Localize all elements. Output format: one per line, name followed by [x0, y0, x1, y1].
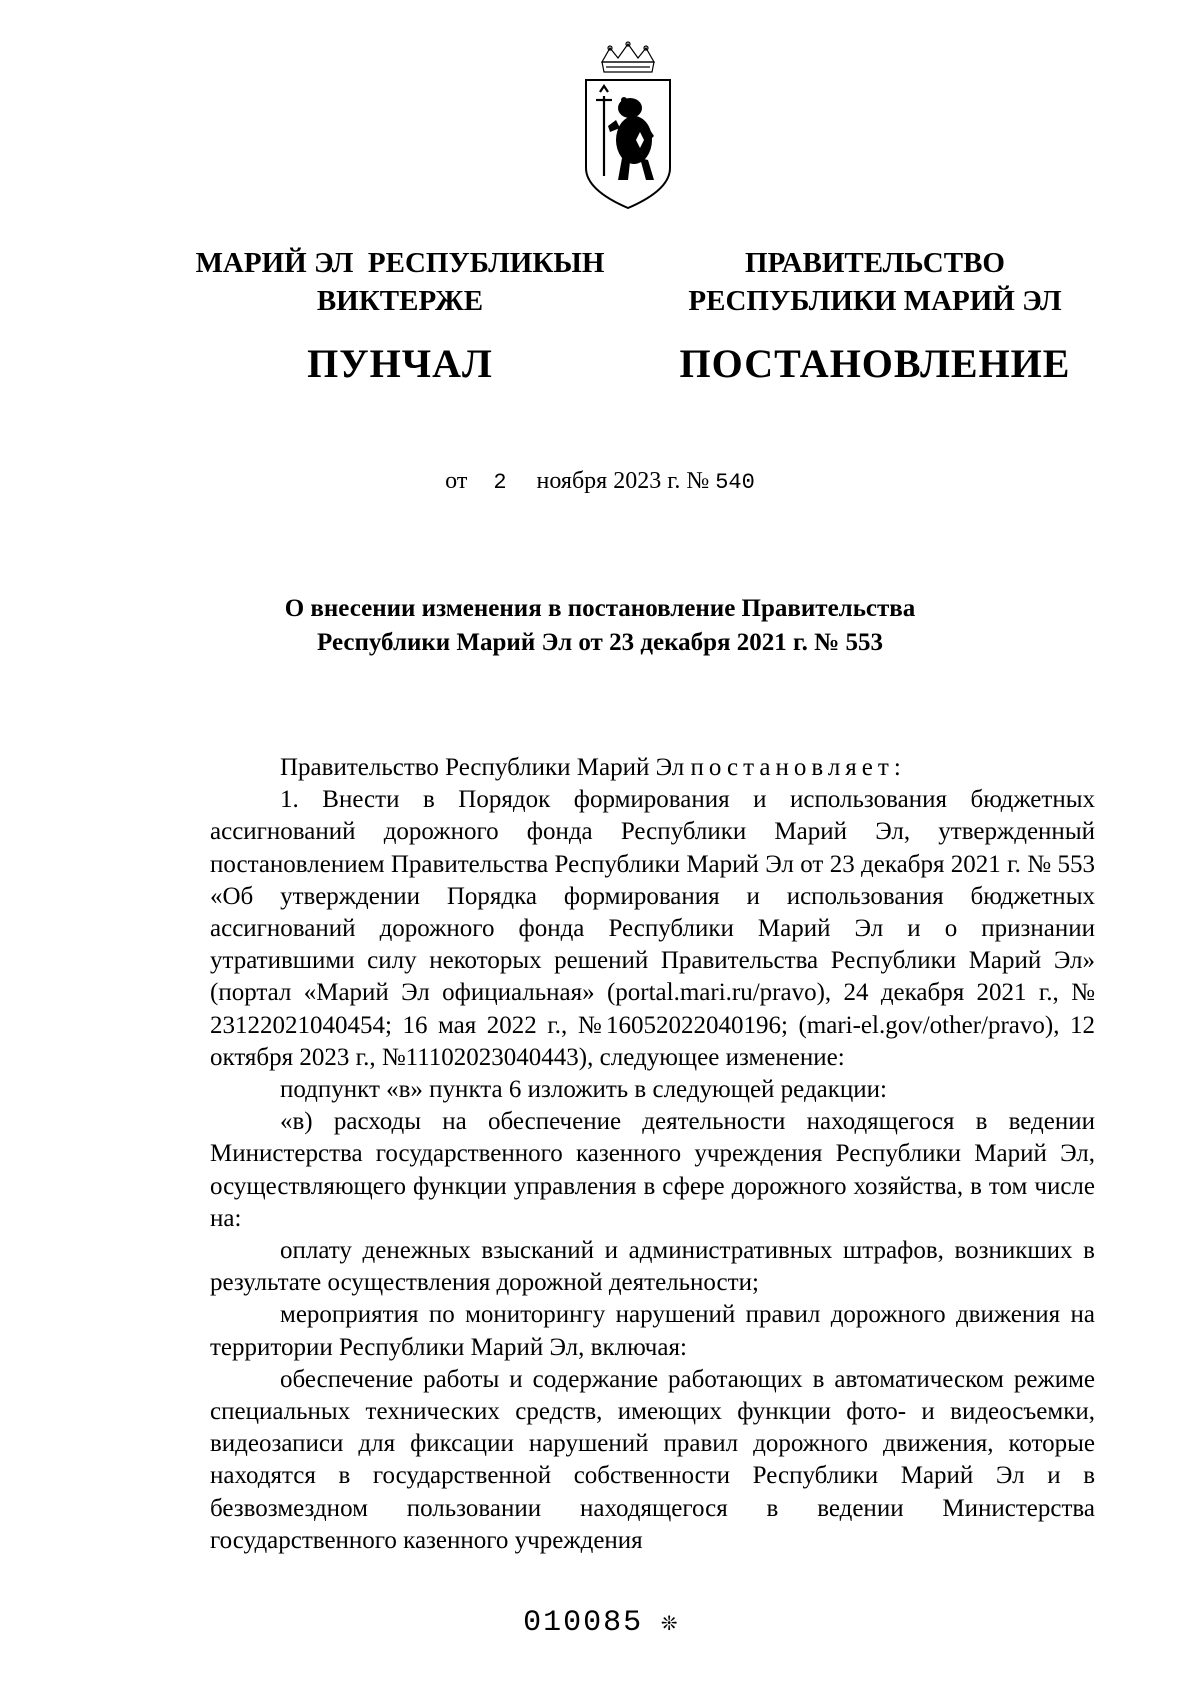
header-left-doc-type: ПУНЧАЛ — [307, 341, 493, 386]
header-left-block — [160, 244, 640, 388]
date-day: 2 — [493, 470, 507, 495]
coat-of-arms-emblem — [580, 40, 676, 212]
intro-spaced-word: постановляет: — [690, 754, 906, 781]
header-right-line1: ПРАВИТЕЛЬСТВО — [745, 247, 1005, 279]
body-paragraph: 1. Внести в Порядок формирования и использования бюджетных ассигнований дорожного фонда Республики Марий Эл, утвержденный постановлением Правительства Республики Марий Эл от 23 декабря 2021 г. № 553 «Об утверждении Порядка формирования и использования бюджетных ассигнований дорожного фонда Республики Марий Эл и о признании утратившими силу некоторых решений Правительства Республики Марий Эл» (портал «Марий Эл официальная» (portal.mari.ru/pravo), 24 декабря 2021 г., № 23122021040454; 16 мая 2022 г., №16052022040196; (mari-el.gov/other/pravo), 12 октября 2023 г., №11102023040443), следующее изменение: — [210, 786, 1095, 1071]
serial-number: 010085 — [523, 1606, 644, 1640]
document-date-line — [0, 468, 1200, 495]
intro-text: Правительство Республики Марий Эл — [280, 754, 685, 781]
body-paragraph: подпункт «в» пункта 6 изложить в следующей редакции: — [280, 1076, 887, 1104]
header-right-block — [650, 244, 1100, 388]
header-left-line1: МАРИЙ ЭЛ РЕСПУБЛИКЫН — [195, 247, 605, 279]
header-left-line2: ВИКТЕРЖЕ — [316, 285, 484, 317]
body-paragraph: обеспечение работы и содержание работающих в автоматическом режиме специальных технических средств, имеющих функции фото- и видеосъемки, видеозаписи для фиксации нарушений правил дорожного движения, которые находятся в государственной собственности Республики Марий Эл и в безвозмездном пользовании находящегося в ведении Министерства государственного казенного учреждения — [210, 1365, 1095, 1554]
serial-mark-icon: ❊ — [661, 1608, 677, 1638]
document-number: 540 — [715, 470, 755, 495]
header-right-doc-type: ПОСТАНОВЛЕНИЕ — [679, 341, 1071, 386]
intro-paragraph — [210, 752, 1095, 784]
form-serial-number — [0, 1606, 1200, 1640]
body-paragraph: оплату денежных взысканий и административных штрафов, возникших в результате осуществления дорожной деятельности; — [210, 1237, 1095, 1297]
body-paragraph: мероприятия по мониторингу нарушений правил дорожного движения на территории Республики Марий Эл, включая: — [210, 1301, 1095, 1361]
body-paragraph: «в) расходы на обеспечение деятельности находящегося в ведении Министерства государственного казенного учреждения Республики Марий Эл, осуществляющего функции управления в сфере дорожного хозяйства, в том числе на: — [210, 1108, 1095, 1232]
date-month-year: ноября 2023 г. № — [536, 468, 710, 494]
title-line1: О внесении изменения в постановление Правительства — [284, 595, 916, 622]
document-body — [210, 752, 1095, 1557]
date-prefix: от — [445, 468, 468, 494]
header-right-line2: РЕСПУБЛИКИ МАРИЙ ЭЛ — [688, 285, 1062, 317]
document-title — [210, 592, 990, 660]
title-line2: Республики Марий Эл от 23 декабря 2021 г. № 553 — [317, 629, 883, 656]
